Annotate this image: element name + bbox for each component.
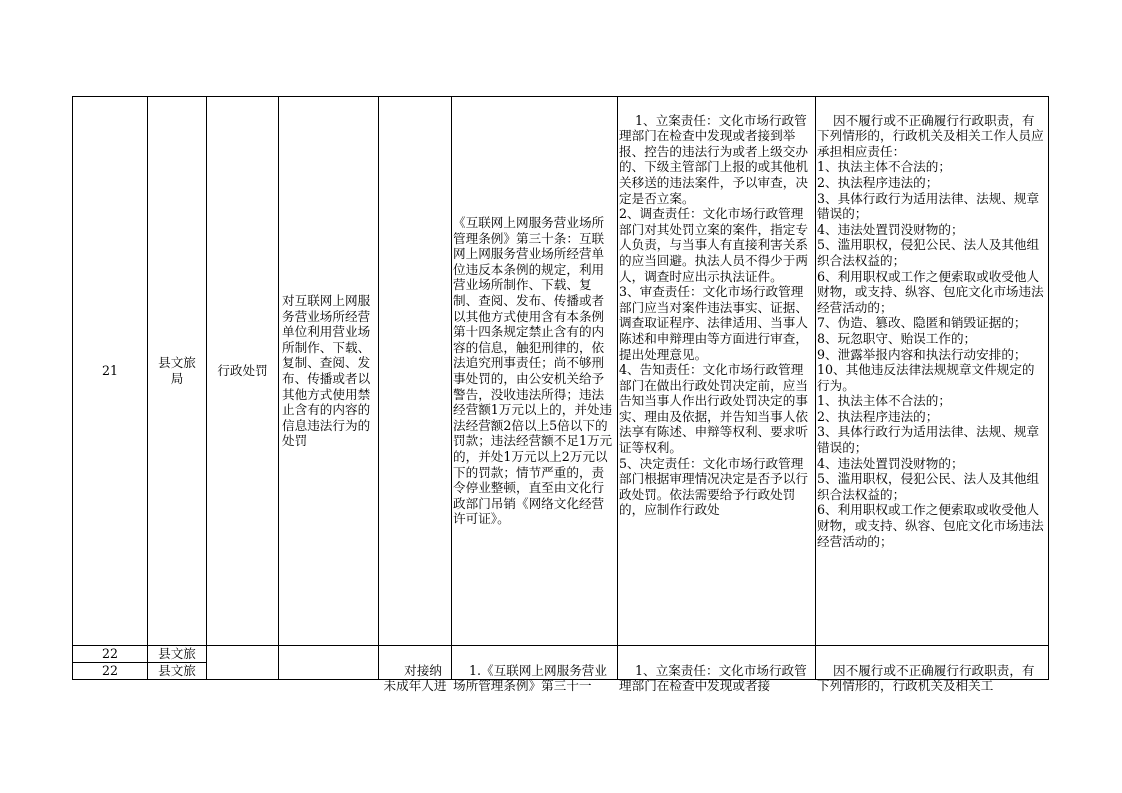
row-22-number: 22 <box>72 645 148 663</box>
row-21-accountability: 因不履行或不正确履行行政职责，有下列情形的，行政机关及相关工作人员应承担相应责任： 1、执法主体不合法的； 2、执法程序违法的； 3、具体行政行为适用法律、法规、规章错误的； 4、违法处置罚没财物的； 5、滥用职权，侵犯公民、法人及其他组织合法权益的； 6、利用职权或工作之便索取或收受他人财物，或支持、纵容、包庇文化市场违法经营活动的； 7、伪造、篡改、隐匿和销毁证据的； 8、玩忽职守、贻误工作的； 9、泄露举报内容和执法行动安排的； 10、其他违反法律法规规章文件规定的行为。 1、执法主体不合法的； 2、执法程序违法的； 3、具体行政行为适用法律、法规、规章错误的； 4、违法处置罚没财物的； 5、滥用职权，侵犯公民、法人及其他组织合法权益的； 6、利用职权或工作之便索取或收受他人财物，或支持、纵容、包庇文化市场违法经营活动的； <box>815 96 1049 646</box>
row-22-item-type <box>206 645 279 680</box>
row-21-item-type: 行政处罚 <box>206 96 279 646</box>
row-22-sub-item: 对接纳未成年人进 <box>378 645 452 680</box>
row-22-legal-basis: 1.《互联网上网服务营业场所管理条例》第三十一 <box>451 645 618 680</box>
row-22b-number: 22 <box>72 662 148 680</box>
row-22-department: 县文旅 <box>147 645 207 663</box>
row-22b-department: 县文旅 <box>147 662 207 680</box>
row-22-accountability: 因不履行或不正确履行行政职责，有下列情形的，行政机关及相关工 <box>815 645 1049 680</box>
row-21-responsibility: 1、立案责任：文化市场行政管理部门在检查中发现或者接到举报、控告的违法行为或者上级交办的、下级主管部门上报的或其他机关移送的违法案件，予以审查，决定是否立案。 2、调查责任：文化市场行政管理部门对其处罚立案的案件，指定专人负责，与当事人有直接利害关系的应当回避。执法人员不得少于两人，调查时应出示执法证件。 3、审查责任：文化市场行政管理部门应当对案件违法事实、证据、调查取证程序、法律适用、当事人陈述和申辩理由等方面进行审查，提出处理意见。 4、告知责任：文化市场行政管理部门在做出行政处罚决定前，应当告知当事人作出行政处罚决定的事实、理由及依据，并告知当事人依法享有陈述、申辩等权利、要求听证等权利。 5、决定责任：文化市场行政管理部门根据审理情况决定是否予以行政处罚。依法需要给予行政处罚的，应制作行政处 <box>617 96 816 646</box>
row-21-item-name: 对互联网上网服务营业场所经营单位利用营业场所制作、下载、复制、查阅、发布、传播或者以其他方式使用禁止含有的内容的信息违法行为的处罚 <box>278 96 379 646</box>
row-21-sub-item <box>378 96 452 646</box>
row-22-responsibility: 1、立案责任：文化市场行政管理部门在检查中发现或者接 <box>617 645 816 680</box>
row-22-item-name <box>278 645 379 680</box>
row-21-legal-basis: 《互联网上网服务营业场所管理条例》第三十条：互联网上网服务营业场所经营单位违反本条例的规定，利用营业场所制作、下载、复制、查阅、发布、传播或者以其他方式使用含有本条例第十四条规定禁止含有的内容的信息，触犯刑律的，依法追究刑事责任；尚不够刑事处罚的，由公安机关给予警告，没收违法所得；违法经营额1万元以上的，并处违法经营额2倍以上5倍以下的罚款；违法经营额不足1万元的，并处1万元以上2万元以下的罚款；情节严重的，责令停业整顿，直至由文化行政部门吊销《网络文化经营许可证》。 <box>451 96 618 646</box>
row-21-department: 县文旅 局 <box>147 96 207 646</box>
row-21-number: 21 <box>72 96 148 646</box>
